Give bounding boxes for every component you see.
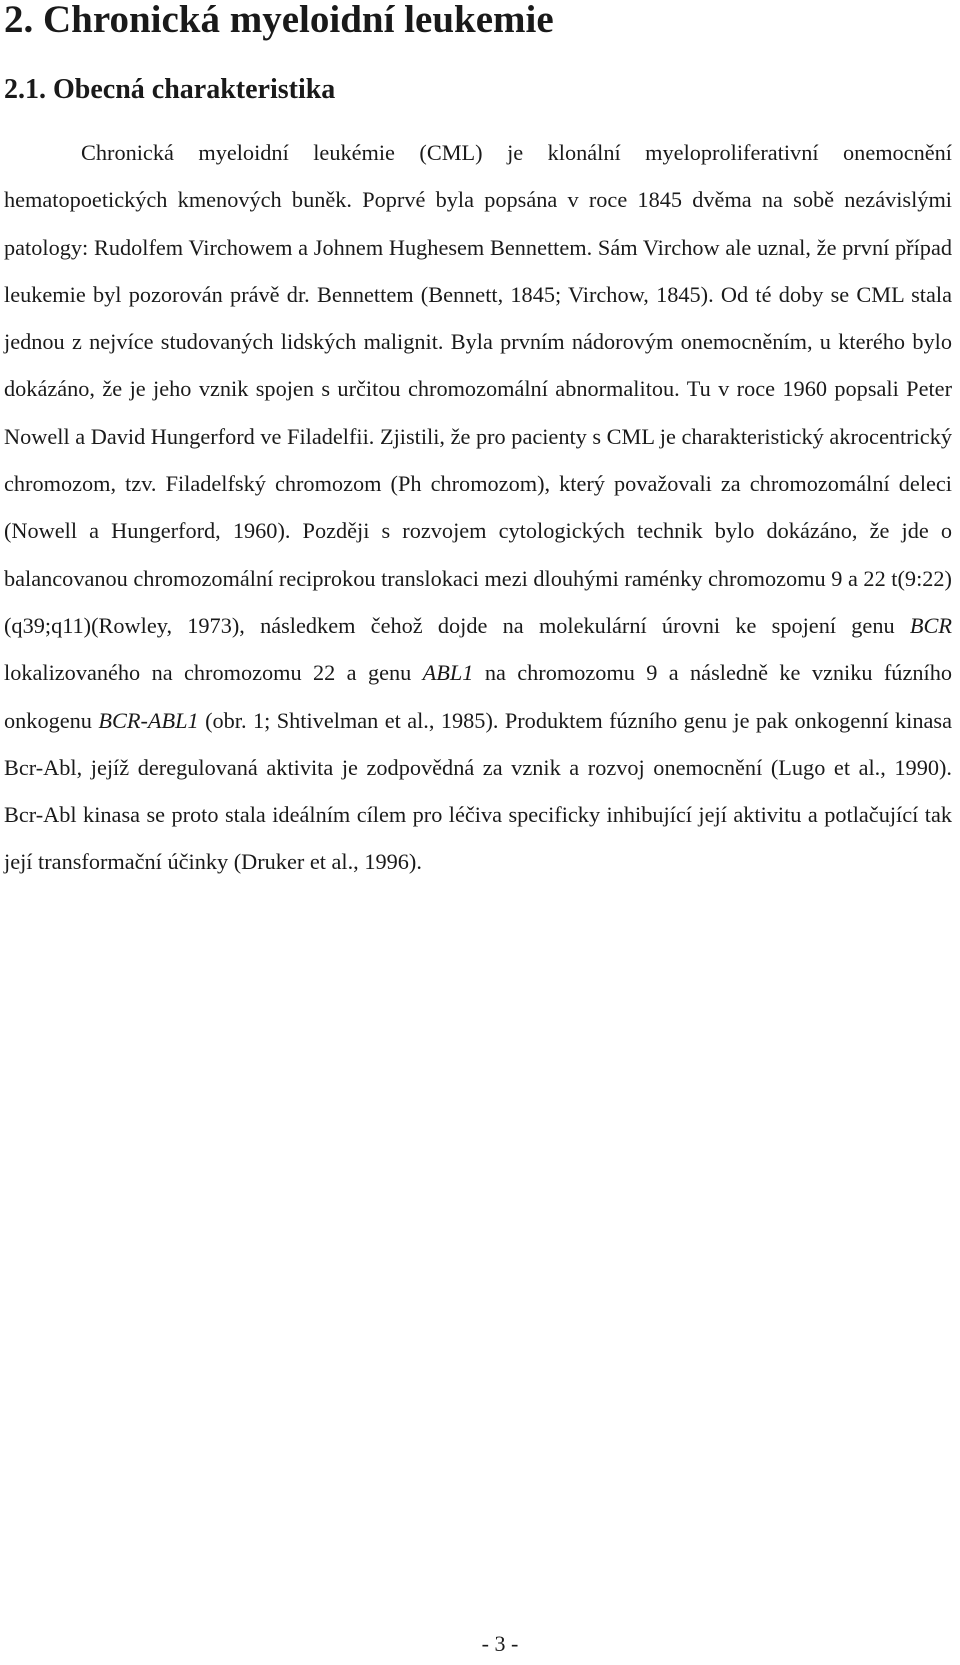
paragraph-text: na chromozomu 9 a následně ke vzniku fúzního onkogenu	[4, 660, 952, 733]
paragraph-text: (obr. 1; Shtivelman et al., 1985). Produktem fúzního genu je pak onkogenní kinasa Bcr-Abl, jejíž deregulovaná aktivita je zodpovědná za vznik a rozvoj onemocnění (Lugo et al., 1990). Bcr-Abl kinasa se proto stala ideálním cílem pro léčiva specificky inhibující její aktivitu a potlačující tak její transformační účinky (Druker et al., 1996).	[4, 707, 952, 875]
section-title: 2.1. Obecná charakteristika	[4, 74, 336, 105]
gene-name-bcr-abl1: BCR-ABL1	[98, 707, 199, 733]
gene-name-abl1: ABL1	[422, 660, 474, 686]
body-paragraph	[4, 129, 952, 886]
paragraph-text: lokalizovaného na chromozomu 22 a genu	[4, 660, 423, 686]
chapter-title: 2. Chronická myeloidní leukemie	[4, 0, 554, 41]
page-number: - 3 -	[481, 1631, 519, 1656]
paragraph-text: Chronická myeloidní leukémie (CML) je klonální myeloproliferativní onemocnění hematopoetických kmenových buněk. Poprvé byla popsána v roce 1845 dvěma na sobě nezávislými patology: Rudolfem Virchowem a Johnem Hughesem Bennettem. Sám Virchow ale uznal, že první případ leukemie byl pozorován právě dr. Bennettem (Bennett, 1845; Virchow, 1845). Od té doby se CML stala jednou z nejvíce studovaných lidských malignit. Byla prvním nádorovým onemocněním, u kterého bylo dokázáno, že je jeho vznik spojen s určitou chromozomální abnormalitou. Tu v roce 1960 popsali Peter Nowell a David Hungerford ve Filadelfii. Zjistili, že pro pacienty s CML je charakteristický akrocentrický chromozom, tzv. Filadelfský chromozom (Ph chromozom), který považovali za chromozomální deleci (Nowell a Hungerford, 1960). Později s rozvojem cytologických technik bylo dokázáno, že jde o balancovanou chromozomální reciprokou translokaci mezi dlouhými raménky chromozomu 9 a 22 t(9:22)(q39;q11)(Rowley, 1973), následkem čehož dojde na molekulární úrovni ke spojení genu	[4, 140, 952, 638]
gene-name-bcr: BCR	[909, 612, 952, 638]
